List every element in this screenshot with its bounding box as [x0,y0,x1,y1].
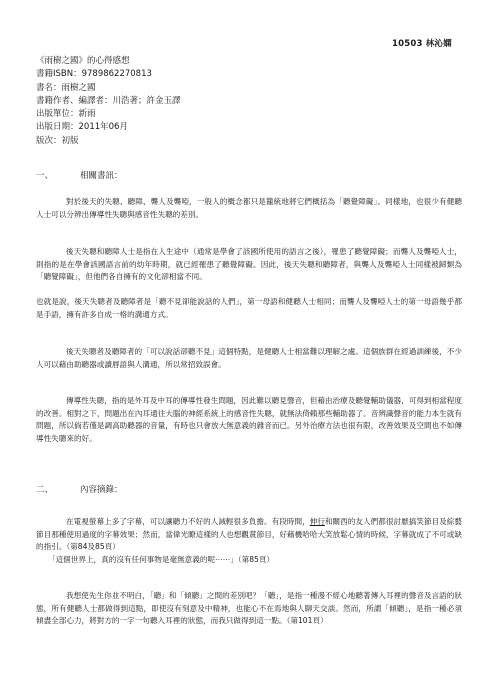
section-2-paragraph-3: 我想使先生你並不明白，「聽」和「傾聽」之間的差別吧？「聽」，是指一種漫不經心地聽著傳入耳裡的聲音及言語的狀態，所有健聽人士都做得到這點，即使沒有刻意及中精神，也能心不在焉地與人聊天交談。然而，所謂「傾聽」，是指一種必須傾盡全部心力，將對方的一字一句聽入耳裡的狀態，而我只做得到這一點。（第101頁） [36,591,462,625]
section-1-paragraph-2: 後天失聰和聽障人士是指在人生途中（通常是學會了該國所使用的語言之後），罹患了聽覺障礙；而聾人及聾啞人士，則指的是在學會該國語言前的幼年時期，就已經罹患了聽覺障礙。因此，後天失聰和聽障者，與聾人及聾啞人士同樣被歸類為「聽覺障礙」，但他們各自擁有的文化卻相當不同。 [36,247,462,281]
section-1-number: 一、 [36,171,54,181]
book-title: 書名：雨樹之國 [36,82,96,93]
book-metadata [36,55,456,148]
section-2-quote: 「這個世界上，真的沒有任何事物是毫無意義的呢⋯⋯」（第85頁） [48,555,275,564]
section-1-paragraph-5: 傳導性失聰，指的是外耳及中耳的傳導性發生問題，因此難以聽見聲音，但藉由治療及聽覺輔助儀器，可得到相當程度的改善。相對之下，問題出在內耳通往大腦的神經系統上的感音性失聰，就無法倚賴那些輔助器了。音辨識聲音的能力本生就有問題，所以倘若僅是調高助聽器的音量，有時也只會放大無意義的雜音而已。另外治療方法也很有限，改善效果及空間也不如傳導性失聰來的好。 [36,396,462,443]
excerpt-1-after: 和關西的友人們都很討厭搞笑節目及綜藝節目那種使用過度的字幕效果；然而，當偉光瞭這樣的人也想觀賞節目，好藉機哈哈大笑放鬆心情的時候，字幕就成了不可或缺的指引。（第84及85頁） [36,517,462,551]
section-1-paragraph-4: 後天失聰者及聽障者的「可以說話卻聽不見」這個特點，是健聽人士相當難以理解之處。這個族群在經過訓練後，不少人可以藉由助聽器或讀唇語與人溝通，所以常招致誤會。 [36,347,462,369]
section-1-heading [36,169,123,181]
section-1-paragraph-3: 也就是說，後天失聰者及聽障者是「聽不見卻能說話的人們」，第一母語和健聽人士相同；而聾人及聾啞人士的第一母語幾乎都是手語，擁有許多自成一格的溝通方式。 [36,297,462,319]
section-2-title: 內容摘錄： [80,485,123,495]
book-edition: 版次：初版 [36,135,79,146]
section-2-number: 二、 [36,485,54,495]
section-2-heading [36,483,123,495]
excerpt-1-name: 伸行 [309,517,325,526]
section-1-paragraph-1: 對於後天的失聰、聽障、聾人及聾啞，一般人的概念都只是籠統地將它們概括為「聽覺障礙」。同樣地，也很少有健聽人士可以分辨出傳導性失聰與感音性失聰的差別。 [36,197,462,219]
book-isbn: 書籍ISBN：9789862270813 [36,69,152,80]
excerpt-1-before: 在電視螢幕上多了字幕，可以讓聽力不好的人減輕很多負擔。有段時間， [66,517,310,526]
book-authors: 書籍作者、編譯者：川浩著；許金玉譯 [36,95,181,106]
book-pub-date: 出版日期：2011年06月 [36,122,128,133]
student-id: 10503 林沁嫻 [392,39,452,49]
section-2-paragraph-1 [36,516,462,554]
book-publisher: 出版單位：新雨 [36,109,96,120]
book-heading: 《雨樹之國》的心得感想 [36,56,130,66]
section-1-title: 相關書訊： [80,171,123,181]
